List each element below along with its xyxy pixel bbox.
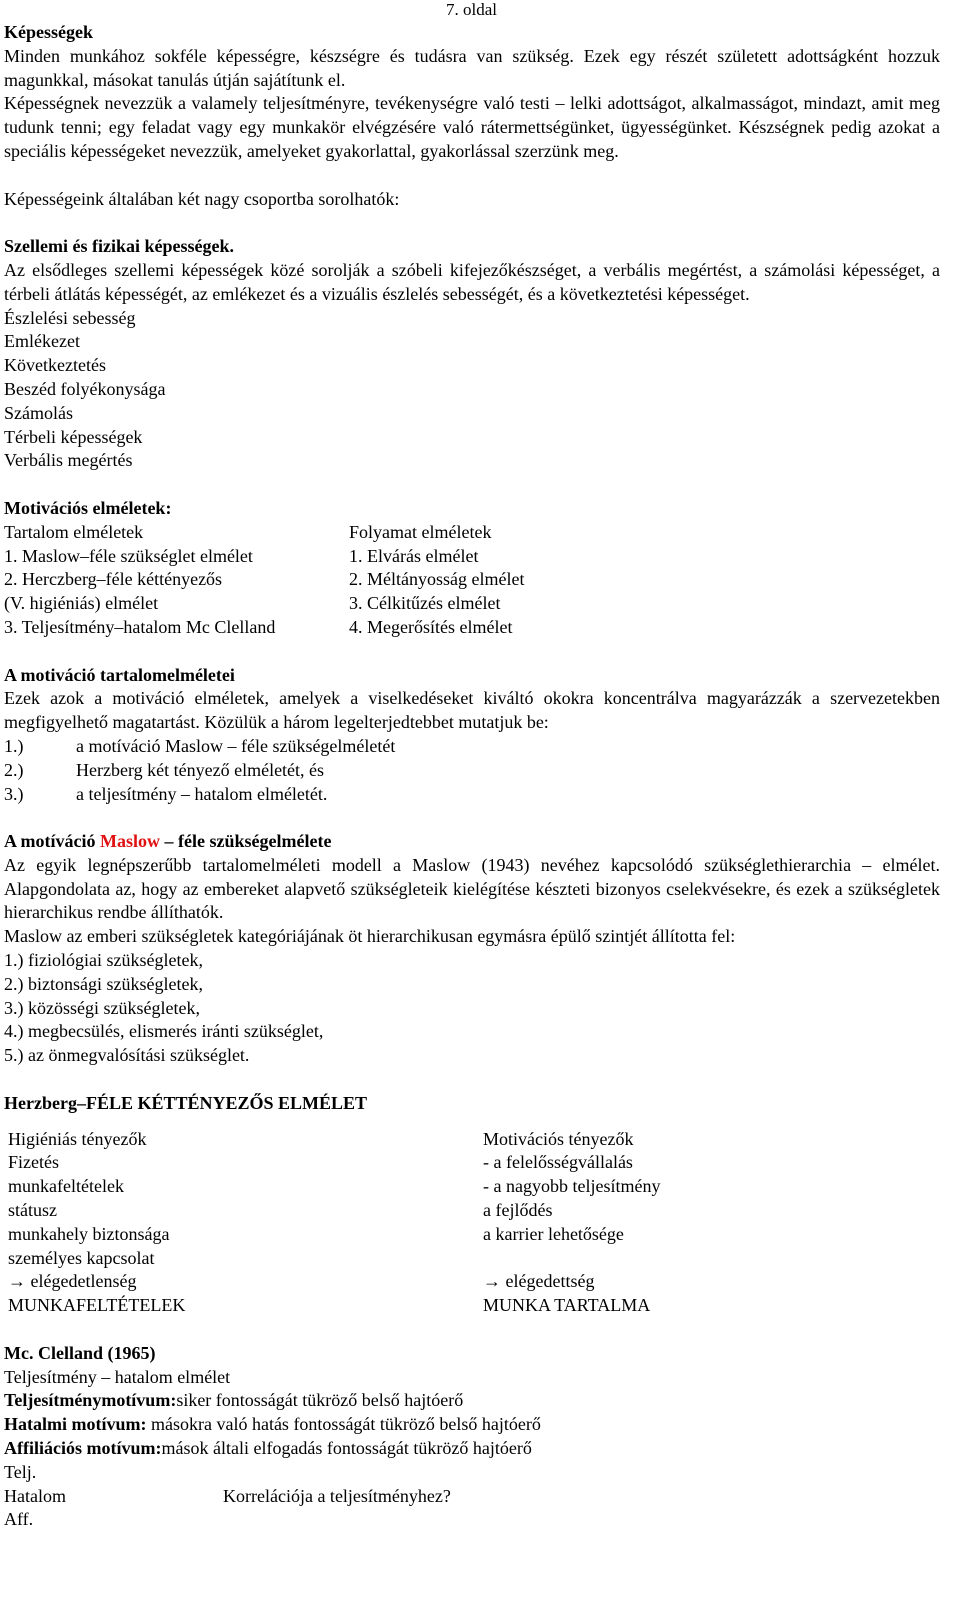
paragraph: Az elsődleges szellemi képességek közé sorolják a szóbeli kifejezőkészséget, a verbális megértést, a számolási képességet, a térbeli átlátás képességét, az emlékezet és a vizuális észlelés sebességét, és a következtetési képességet. bbox=[4, 259, 940, 304]
list-item: Aff. bbox=[4, 1509, 34, 1530]
list-item: 5.) az önmegvalósítási szükséglet. bbox=[4, 1045, 250, 1066]
table-cell: munkafeltételek bbox=[8, 1176, 124, 1197]
table-row bbox=[4, 1247, 940, 1271]
list-item: Beszéd folyékonysága bbox=[4, 378, 166, 399]
list-item: Telj. bbox=[4, 1461, 37, 1482]
list-item: 4.) megbecsülés, elismerés iránti szükséglet, bbox=[4, 1021, 324, 1042]
paragraph: Minden munkához sokféle képességre, készségre és tudásra van szükség. Ezek egy részét született adottságként hozzuk magunkkal, másokat tanulás útján sajátítunk el. bbox=[4, 45, 940, 90]
list-item bbox=[4, 735, 940, 759]
table-row bbox=[4, 545, 940, 569]
list-item: 3.) közösségi szükségletek, bbox=[4, 997, 200, 1018]
table-row bbox=[4, 1294, 940, 1318]
table-row bbox=[4, 1175, 940, 1199]
section-title-kepessegek: Képességek bbox=[4, 22, 93, 42]
arrow-right-icon: → bbox=[8, 1271, 26, 1292]
list-number: 1.) bbox=[4, 735, 24, 756]
table-cell: 3. Teljesítmény–hatalom Mc Clelland bbox=[4, 616, 276, 637]
definition-text: siker fontosságát tükröző belső hajtóerő bbox=[176, 1390, 464, 1411]
list-number: 3.) bbox=[4, 783, 24, 804]
table-cell: 4. Megerősítés elmélet bbox=[349, 616, 513, 637]
table-cell: személyes kapcsolat bbox=[8, 1247, 155, 1268]
table-cell: 1. Maslow–féle szükséglet elmélet bbox=[4, 545, 253, 566]
definition bbox=[4, 1389, 940, 1413]
result-label: elégedettség bbox=[501, 1271, 595, 1292]
table-row bbox=[4, 1128, 940, 1152]
table-cell: Fizetés bbox=[8, 1152, 59, 1173]
section-title-clelland: Mc. Clelland (1965) bbox=[4, 1342, 156, 1363]
table-cell: Folyamat elméletek bbox=[349, 521, 492, 542]
table-row bbox=[4, 616, 940, 640]
definition bbox=[4, 1413, 940, 1437]
table-cell: Motivációs tényezők bbox=[483, 1128, 634, 1149]
paragraph: Maslow az emberi szükségletek kategóriájának öt hierarchikusan egymásra épülő szintjét állította fel: bbox=[4, 926, 736, 947]
table-cell: (V. higiéniás) elmélet bbox=[4, 593, 159, 614]
document-page bbox=[4, 0, 940, 1532]
table-row bbox=[4, 1223, 940, 1247]
table-row bbox=[4, 568, 940, 592]
definition-term: Hatalmi motívum: bbox=[4, 1414, 151, 1435]
list-item: Verbális megértés bbox=[4, 450, 133, 471]
result-label: elégedetlenség bbox=[26, 1271, 137, 1292]
table-cell bbox=[8, 1270, 483, 1294]
list-item: Számolás bbox=[4, 402, 73, 423]
paragraph: Képességeink általában két nagy csoportba sorolhatók: bbox=[4, 188, 400, 209]
table-cell: Tartalom elméletek bbox=[4, 521, 144, 542]
needs-list bbox=[4, 949, 940, 1068]
correlation-question: Korrelációja a teljesítményhez? bbox=[223, 1485, 451, 1506]
definition bbox=[4, 1437, 940, 1461]
table-row bbox=[4, 1270, 940, 1294]
list-item: 1.) fiziológiai szükségletek, bbox=[4, 950, 203, 971]
table-row bbox=[4, 592, 940, 616]
table-cell: a fejlődés bbox=[483, 1200, 553, 1221]
correlation-row bbox=[4, 1485, 940, 1509]
title-part: A motíváció bbox=[4, 831, 100, 852]
table-cell: a karrier lehetősége bbox=[483, 1223, 624, 1244]
section-title-tartalom: A motiváció tartalomelméletei bbox=[4, 664, 235, 685]
list-text: a motíváció Maslow – féle szükségelméletét bbox=[76, 735, 396, 756]
definition-text: másokra való hatás fontosságát tükröző belső hajtóerő bbox=[150, 1414, 541, 1435]
list-item: Hatalom bbox=[4, 1485, 66, 1506]
table-cell: 1. Elvárás elmélet bbox=[349, 545, 479, 566]
herzberg-table bbox=[4, 1128, 940, 1318]
subtitle: Teljesítmény – hatalom elmélet bbox=[4, 1366, 231, 1387]
arrow-right-icon: → bbox=[483, 1271, 501, 1292]
list-item: Észlelési sebesség bbox=[4, 307, 136, 328]
paragraph: Az egyik legnépszerűbb tartalomelméleti modell a Maslow (1943) nevéhez kapcsolódó szükséglethierarchia – elmélet. Alapgondolata az, hogy az embereket alapvető szükségleteik kielégítése készteti bizonyos cselekvésekre, és ezek a szükségletek hierarchikus rendbe állíthatók. bbox=[4, 854, 940, 923]
table-row bbox=[4, 1199, 940, 1223]
table-cell bbox=[483, 1270, 594, 1294]
theories-table bbox=[4, 521, 940, 640]
section-title-motivacios: Motivációs elméletek: bbox=[4, 497, 172, 518]
numbered-list bbox=[4, 735, 940, 806]
title-highlight-maslow: Maslow bbox=[100, 831, 160, 852]
table-cell: MUNKAFELTÉTELEK bbox=[8, 1295, 186, 1316]
table-cell: MUNKA TARTALMA bbox=[483, 1295, 651, 1316]
list-item: Emlékezet bbox=[4, 331, 80, 352]
definition-text: mások általi elfogadás fontosságát tükröző hajtóerő bbox=[161, 1438, 532, 1459]
table-cell: 2. Méltányosság elmélet bbox=[349, 569, 525, 590]
list-number: 2.) bbox=[4, 759, 24, 780]
table-cell: munkahely biztonsága bbox=[8, 1223, 170, 1244]
paragraph: Képességnek nevezzük a valamely teljesítményre, tevékenységre való testi – lelki adottságot, alkalmasságot, mindazt, amit meg tudunk tenni; egy feladat vagy egy munkakör elvégzésére való rátermettségünket, ügyességünket. Készségnek pedig azokat a speciális képességeket nevezzük, amelyeket gyakorlattal, gyakorlással szerzünk meg. bbox=[4, 93, 940, 161]
title-part: – féle szükségelmélete bbox=[160, 831, 332, 852]
table-cell: 3. Célkitűzés elmélet bbox=[349, 593, 501, 614]
table-cell: - a felelősségvállalás bbox=[483, 1152, 633, 1173]
ability-list bbox=[4, 307, 940, 474]
table-row bbox=[4, 1151, 940, 1175]
section-title-maslow bbox=[4, 830, 940, 854]
definition-term: Teljesítménymotívum: bbox=[4, 1390, 177, 1411]
list-item bbox=[4, 783, 940, 807]
definition-term: Affiliációs motívum: bbox=[4, 1438, 162, 1459]
table-cell: 2. Herczberg–féle kéttényezős bbox=[4, 569, 223, 590]
table-row bbox=[4, 521, 940, 545]
list-text: Herzberg két tényező elméletét, és bbox=[76, 759, 325, 780]
page-number: 7. oldal bbox=[446, 0, 497, 19]
table-cell: - a nagyobb teljesítmény bbox=[483, 1176, 661, 1197]
section-title-szellemi: Szellemi és fizikai képességek. bbox=[4, 236, 234, 257]
list-text: a teljesítmény – hatalom elméletét. bbox=[76, 783, 328, 804]
section-title-herzberg: Herzberg–FÉLE KÉTTÉNYEZŐS ELMÉLET bbox=[4, 1092, 368, 1113]
list-item: 2.) biztonsági szükségletek, bbox=[4, 973, 203, 994]
table-cell: státusz bbox=[8, 1200, 57, 1221]
table-cell: Higiéniás tényezők bbox=[8, 1128, 147, 1149]
list-item: Következtetés bbox=[4, 355, 106, 376]
list-item: Térbeli képességek bbox=[4, 426, 143, 447]
list-item bbox=[4, 759, 940, 783]
paragraph: Ezek azok a motiváció elméletek, amelyek a viselkedéseket kiváltó okokra koncentrálva magyarázzák a szervezetekben megfigyelhető magatartást. Közülük a három legelterjedtebbet mutatjuk be: bbox=[4, 688, 940, 733]
